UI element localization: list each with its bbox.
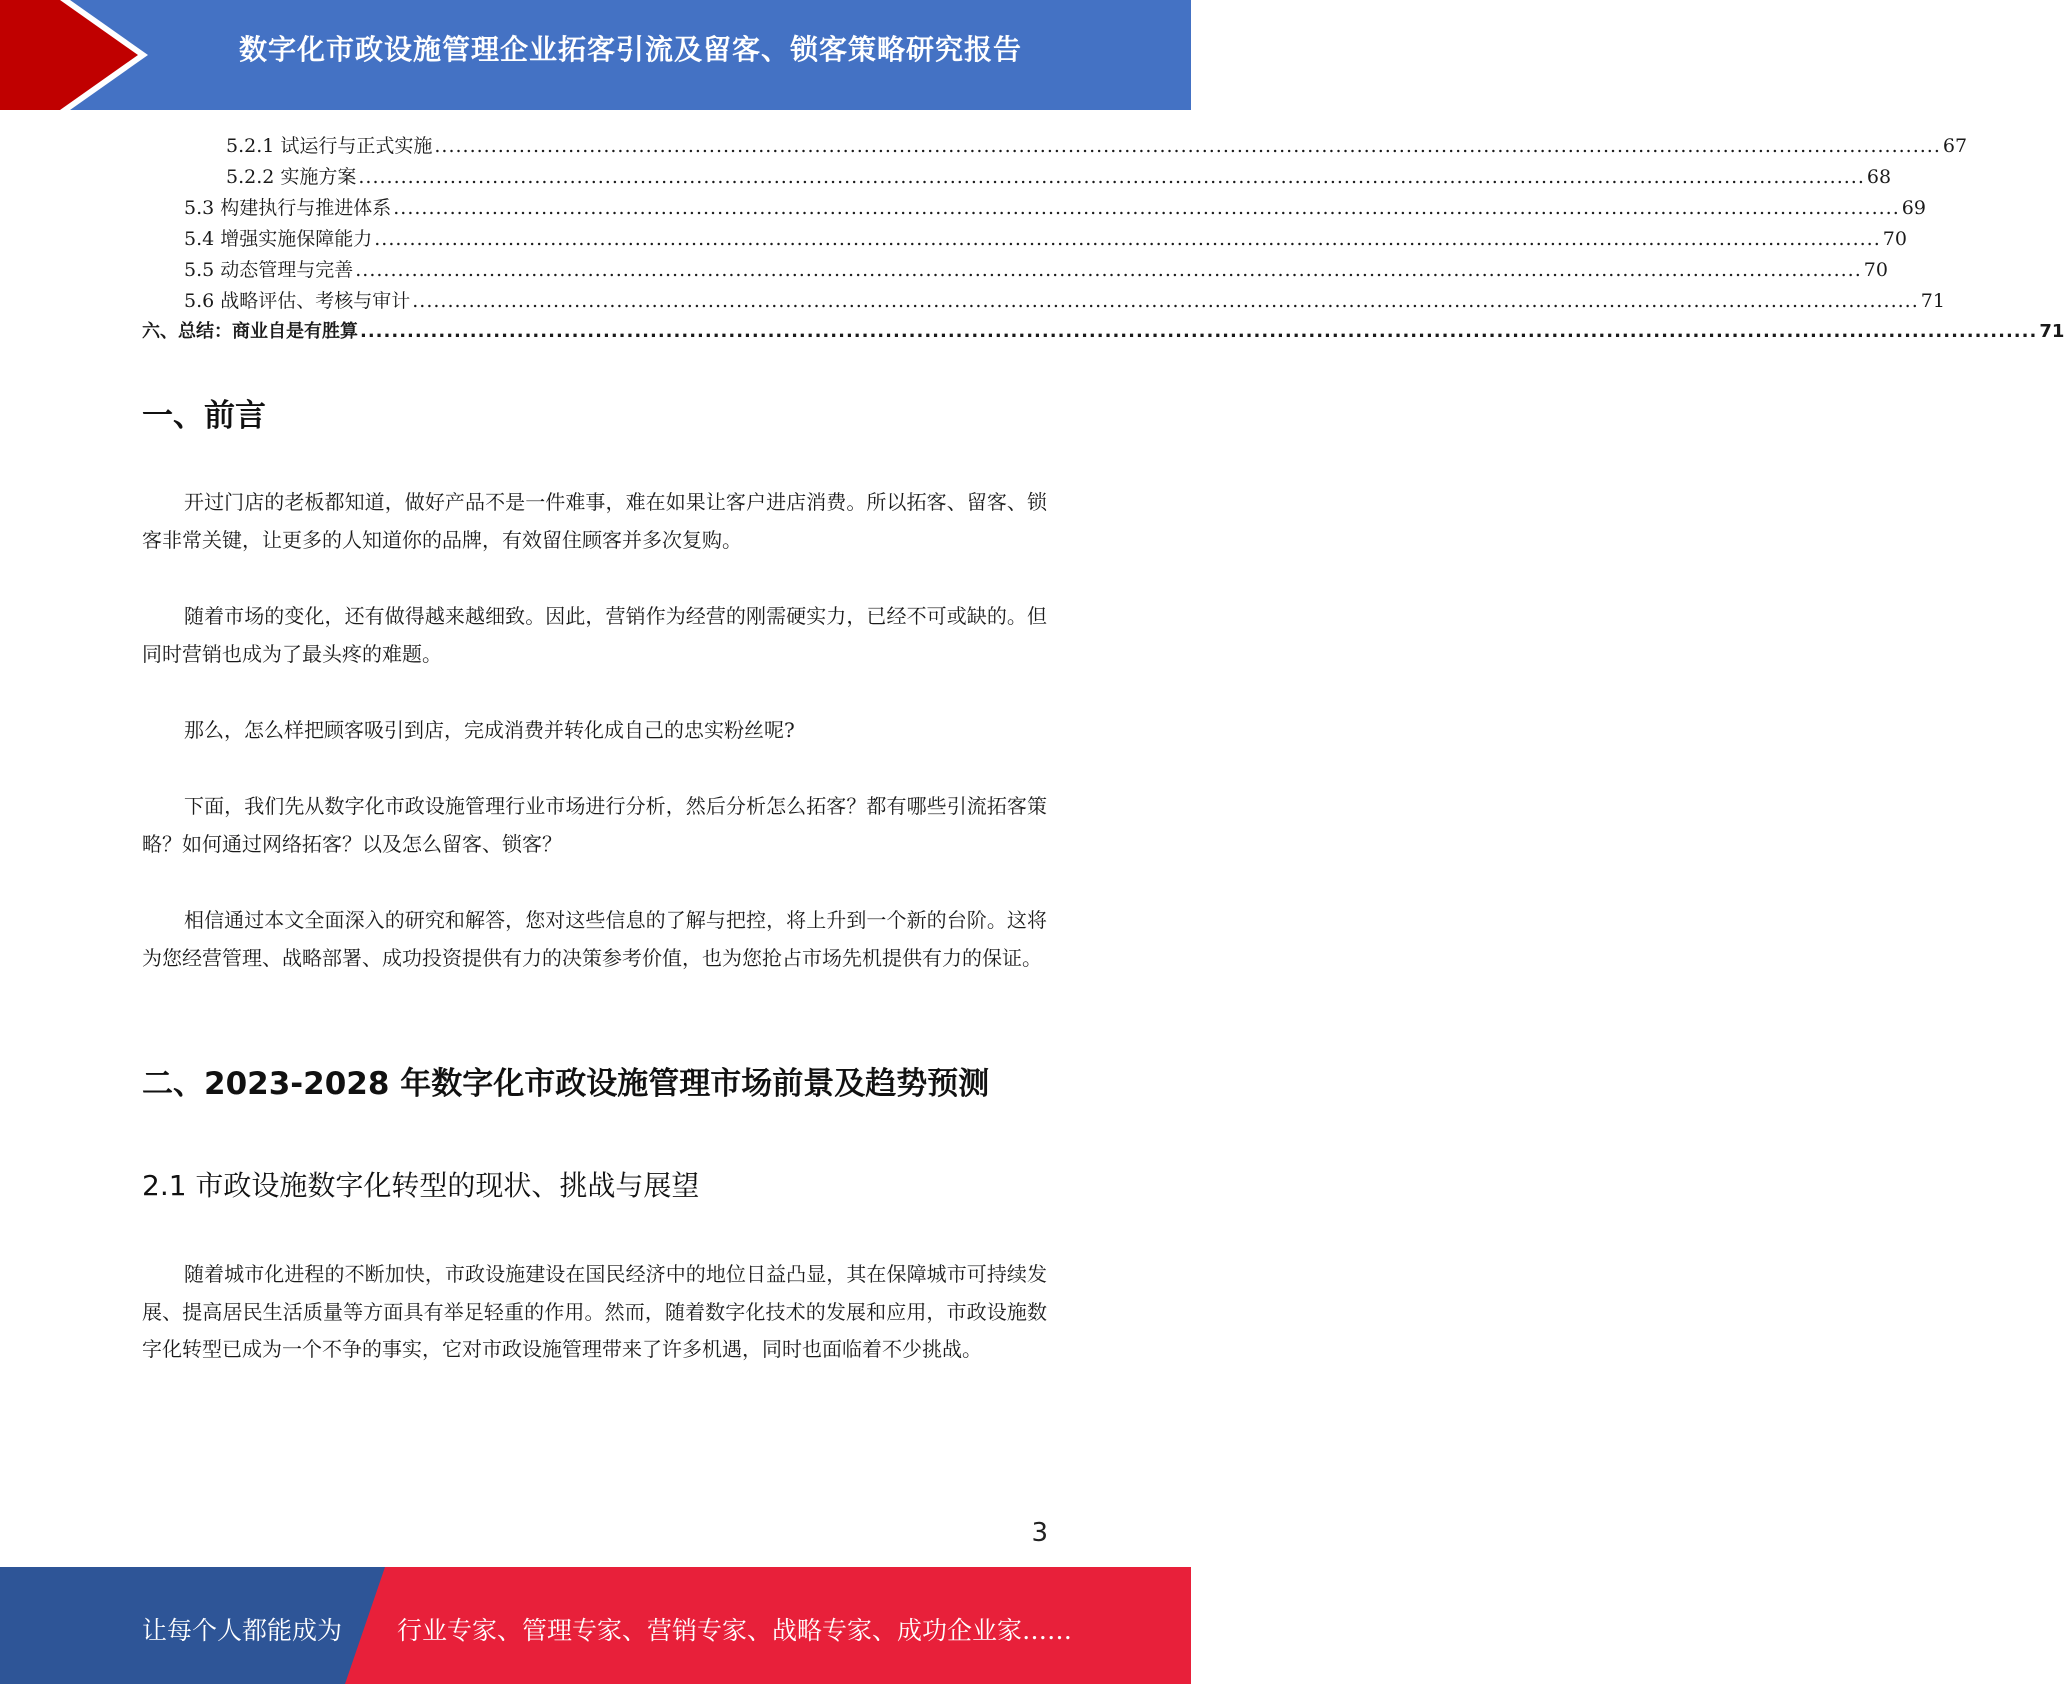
- toc-entry-page: 70: [1863, 259, 1888, 281]
- toc-entry[interactable]: [142, 224, 1907, 255]
- toc-entry-label: 5.6 战略评估、考核与审计: [184, 290, 411, 312]
- body-paragraph: 开过门店的老板都知道，做好产品不是一件难事，难在如果让客户进店消费。所以拓客、留客、锁客非常关键，让更多的人知道你的品牌，有效留住顾客并多次复购。: [142, 490, 1047, 552]
- section-heading: 一、前言: [142, 398, 266, 434]
- toc-entry-label: 5.4 增强实施保障能力: [184, 228, 373, 250]
- toc-leader-dots: ......................................................................................................................................................................................................................: [374, 228, 1881, 250]
- header-title: 数字化市政设施管理企业拓客引流及留客、锁客策略研究报告: [238, 33, 1022, 66]
- toc-entry[interactable]: [142, 193, 1926, 224]
- body-paragraph: 随着市场的变化，还有做得越来越细致。因此，营销作为经营的刚需硬实力，已经不可或缺的。但同时营销也成为了最头疼的难题。: [142, 604, 1047, 666]
- footer-slogan-left: 让每个人都能成为: [142, 1616, 343, 1645]
- toc-entry-page: 71: [1920, 290, 1945, 312]
- toc-entry[interactable]: [142, 286, 1945, 317]
- body-paragraph: 那么，怎么样把顾客吸引到店，完成消费并转化成自己的忠实粉丝呢?: [184, 718, 795, 742]
- toc-entry-page: 71: [2039, 321, 2064, 342]
- toc-entry-label: 5.2.1 试运行与正式实施: [226, 135, 433, 157]
- toc-leader-dots: ......................................................................................................................................................................................................................: [358, 166, 1865, 188]
- toc-entry-page: 67: [1942, 135, 1968, 157]
- body-paragraph: 随着城市化进程的不断加快，市政设施建设在国民经济中的地位日益凸显，其在保障城市可持续发展、提高居民生活质量等方面具有举足轻重的作用。然而，随着数字化技术的发展和应用，市政设施数字化转型已成为一个不争的事实，它对市政设施管理带来了许多机遇，同时也面临着不少挑战。: [142, 1262, 1047, 1361]
- toc-entry[interactable]: [142, 317, 2064, 348]
- header-band: [0, 0, 1191, 110]
- toc-leader-dots: ......................................................................................................................................................................................................................: [393, 197, 1900, 219]
- toc-entry-label: 六、总结：商业自是有胜算: [142, 321, 358, 342]
- toc-leader-dots: ......................................................................................................................................................................................................................: [355, 259, 1862, 281]
- toc-entry[interactable]: [142, 131, 1968, 162]
- section-heading: 二、2023-2028 年数字化市政设施管理市场前景及趋势预测: [142, 1066, 990, 1102]
- toc-entry[interactable]: [142, 162, 1892, 193]
- toc-entry-label: 5.3 构建执行与推进体系: [184, 197, 392, 219]
- page-number: 3: [1031, 1518, 1048, 1548]
- toc-leader-dots: ......................................................................................................................................................................................................................: [360, 321, 2038, 342]
- body-paragraph: 相信通过本文全面深入的研究和解答，您对这些信息的了解与把控，将上升到一个新的台阶。这将为您经营管理、战略部署、成功投资提供有力的决策参考价值，也为您抢占市场先机提供有力的保证。: [142, 908, 1047, 970]
- footer-band: [0, 1567, 1191, 1684]
- toc-entry-label: 5.5 动态管理与完善: [184, 259, 354, 281]
- subsection-heading: 2.1 市政设施数字化转型的现状、挑战与展望: [142, 1169, 700, 1202]
- toc-leader-dots: ......................................................................................................................................................................................................................: [412, 290, 1919, 312]
- footer-slogan-right: 行业专家、管理专家、营销专家、战略专家、成功企业家……: [397, 1616, 1073, 1645]
- body-paragraph: 下面，我们先从数字化市政设施管理行业市场进行分析，然后分析怎么拓客？都有哪些引流拓客策略？如何通过网络拓客？以及怎么留客、锁客？: [142, 794, 1047, 856]
- toc-entry-label: 5.2.2 实施方案: [226, 166, 357, 188]
- toc-entry-page: 69: [1901, 197, 1926, 219]
- table-of-contents: [142, 131, 2064, 348]
- toc-entry[interactable]: [142, 255, 1888, 286]
- toc-entry-page: 68: [1866, 166, 1892, 188]
- toc-leader-dots: ......................................................................................................................................................................................................................: [434, 135, 1941, 157]
- toc-entry-page: 70: [1882, 228, 1907, 250]
